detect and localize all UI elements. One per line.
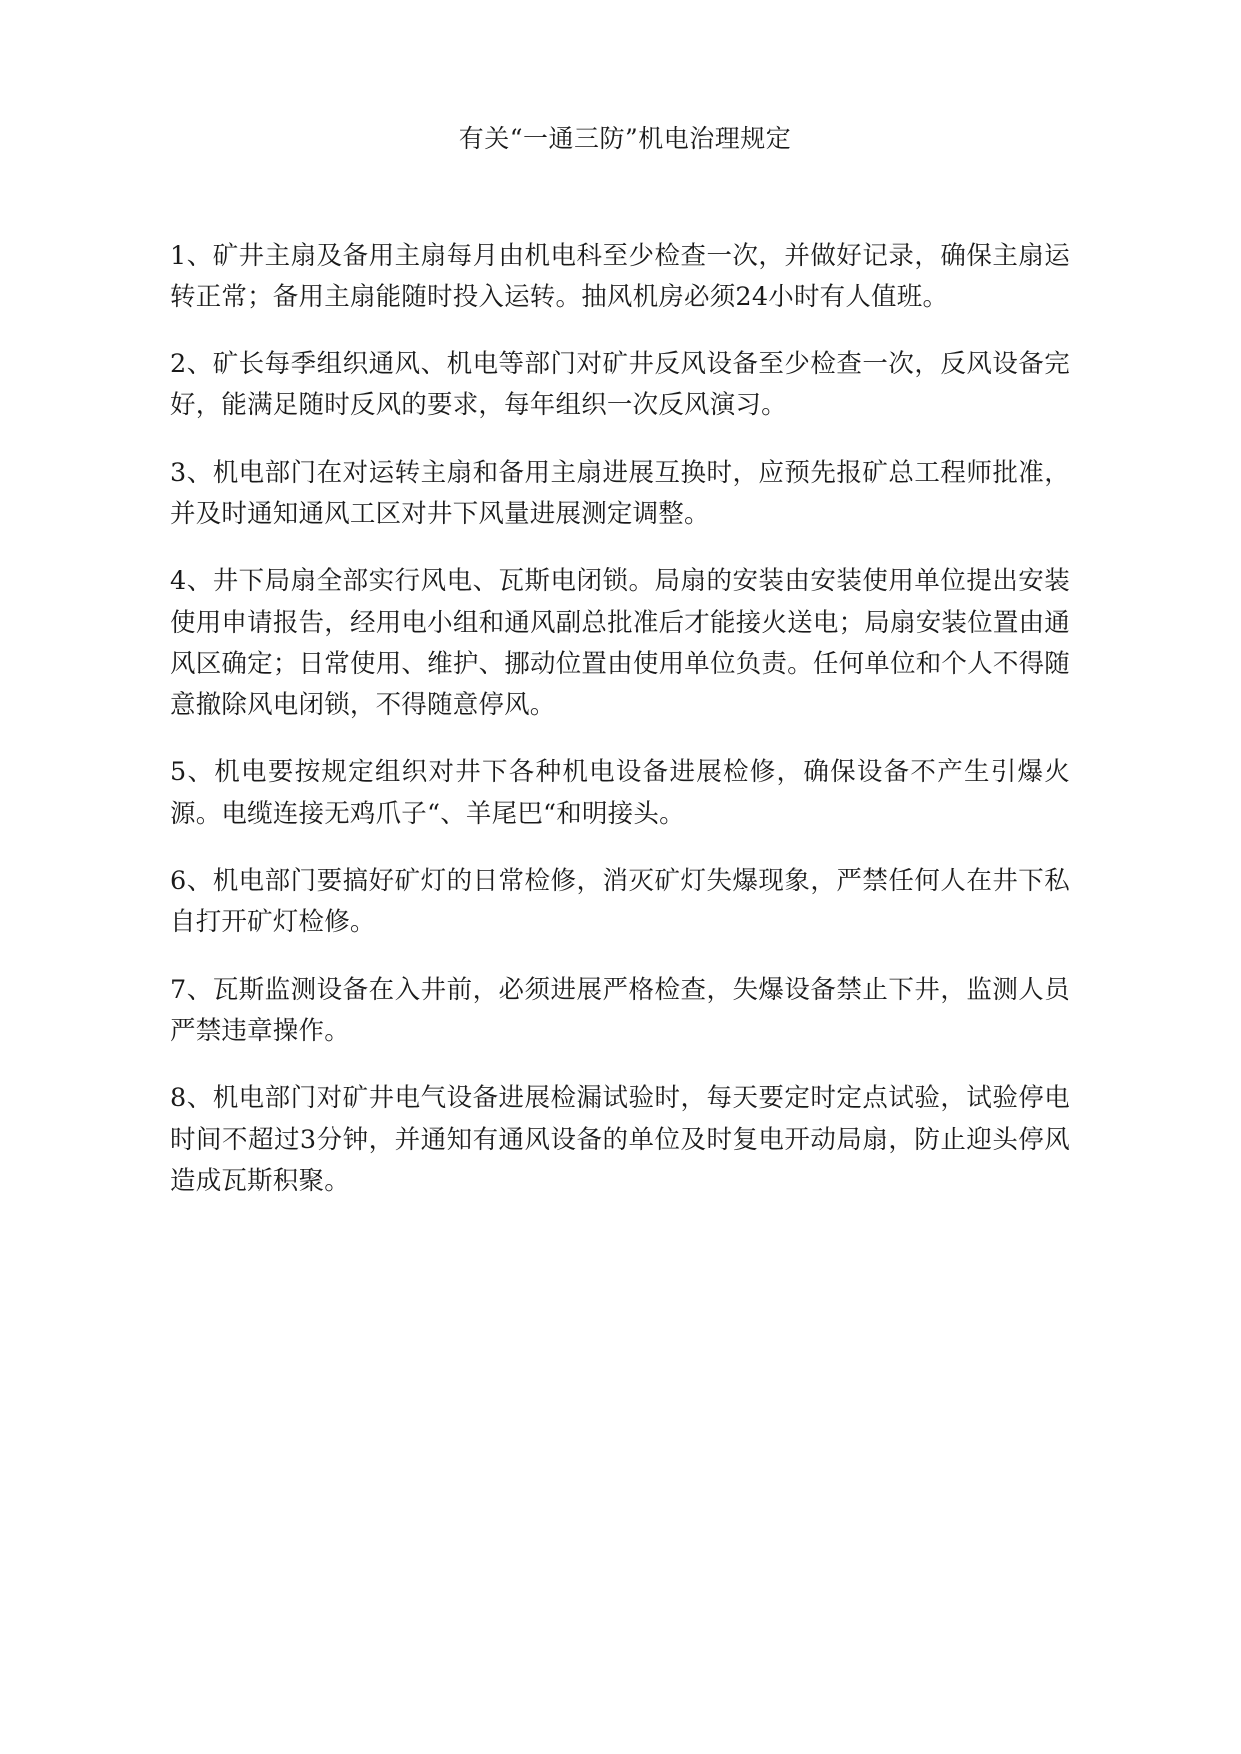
paragraph-5: 5、机电要按规定组织对井下各种机电设备进展检修，确保设备不产生引爆火源。电缆连接无鸡爪子“、羊尾巴“和明接头。 bbox=[170, 757, 1070, 829]
paragraph-8: 8、机电部门对矿井电气设备进展检漏试验时，每天要定时定点试验，试验停电时间不超过3分钟，并通知有通风设备的单位及时复电开动局扇，防止迎头停风造成瓦斯积聚。 bbox=[170, 1083, 1070, 1196]
paragraph-2: 2、矿长每季组织通风、机电等部门对矿井反风设备至少检查一次，反风设备完好，能满足随时反风的要求，每年组织一次反风演习。 bbox=[170, 349, 1070, 421]
paragraph-4: 4、井下局扇全部实行风电、瓦斯电闭锁。局扇的安装由安装使用单位提出安装使用申请报告，经用电小组和通风副总批准后才能接火送电；局扇安装位置由通风区确定；日常使用、维护、挪动位置由使用单位负责。任何单位和个人不得随意撤除风电闭锁，不得随意停风。 bbox=[170, 566, 1070, 721]
paragraph-1: 1、矿井主扇及备用主扇每月由机电科至少检查一次，并做好记录，确保主扇运转正常；备用主扇能随时投入运转。抽风机房必须24小时有人值班。 bbox=[170, 240, 1070, 312]
page-title: 有关“一通三防”机电治理规定 bbox=[458, 124, 792, 153]
paragraph-6: 6、机电部门要搞好矿灯的日常检修，消灭矿灯失爆现象，严禁任何人在井下私自打开矿灯检修。 bbox=[170, 866, 1070, 938]
paragraph-7: 7、瓦斯监测设备在入井前，必须进展严格检查，失爆设备禁止下井，监测人员严禁违章操作。 bbox=[170, 974, 1070, 1046]
document-body bbox=[170, 120, 1070, 1202]
paragraph-3: 3、机电部门在对运转主扇和备用主扇进展互换时，应预先报矿总工程师批准，并及时通知通风工区对井下风量进展测定调整。 bbox=[170, 457, 1070, 529]
paragraph-list bbox=[170, 236, 1070, 1203]
